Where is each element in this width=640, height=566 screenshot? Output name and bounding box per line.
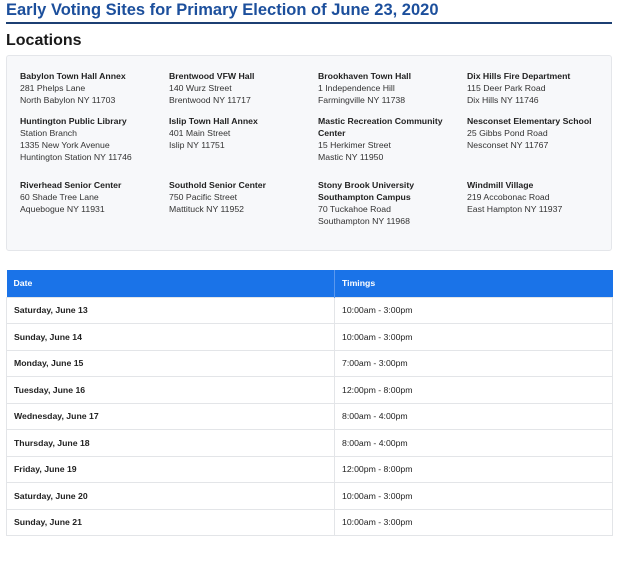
location-card xyxy=(20,115,169,179)
location-address-line: Huntington Station NY 11746 xyxy=(20,152,132,162)
schedule-row xyxy=(7,297,613,324)
timings-cell: 7:00am - 3:00pm xyxy=(335,350,613,377)
location-card xyxy=(169,115,318,179)
location-name: Brentwood VFW Hall xyxy=(169,71,255,81)
schedule-table xyxy=(6,270,613,536)
location-card xyxy=(467,115,610,179)
location-address-line: Farmingville NY 11738 xyxy=(318,95,406,105)
location-card xyxy=(20,70,169,115)
locations-heading: Locations xyxy=(6,32,82,49)
date-cell: Thursday, June 18 xyxy=(7,430,335,457)
title-divider xyxy=(6,22,612,24)
date-cell: Sunday, June 14 xyxy=(7,324,335,351)
location-card xyxy=(169,179,318,249)
location-name: Babylon Town Hall Annex xyxy=(20,71,126,81)
schedule-row xyxy=(7,350,613,377)
timings-cell: 12:00pm - 8:00pm xyxy=(335,377,613,404)
location-name: Mastic Recreation Community Center xyxy=(318,116,443,138)
locations-grid xyxy=(20,70,610,249)
schedule-row xyxy=(7,509,613,536)
schedule-row xyxy=(7,430,613,457)
location-card xyxy=(20,179,169,249)
location-address-line: 401 Main Street xyxy=(169,128,231,138)
location-address-line: Brentwood NY 11717 xyxy=(169,95,251,105)
location-address-line: Islip NY 11751 xyxy=(169,140,225,150)
timings-cell: 10:00am - 3:00pm xyxy=(335,324,613,351)
location-address-line: Nesconset NY 11767 xyxy=(467,140,549,150)
schedule-row xyxy=(7,377,613,404)
page-title: Early Voting Sites for Primary Election of June 23, 2020 xyxy=(6,1,439,19)
location-address-line: 15 Herkimer Street xyxy=(318,140,391,150)
location-name: Huntington Public Library xyxy=(20,116,127,126)
location-address-line: 70 Tuckahoe Road xyxy=(318,204,391,214)
schedule-row xyxy=(7,456,613,483)
location-card xyxy=(467,179,610,249)
location-card xyxy=(169,70,318,115)
schedule-row xyxy=(7,483,613,510)
location-address-line: East Hampton NY 11937 xyxy=(467,204,563,214)
schedule-row xyxy=(7,324,613,351)
location-name: Dix Hills Fire Department xyxy=(467,71,571,81)
location-card xyxy=(318,70,467,115)
location-address-line: 219 Accobonac Road xyxy=(467,192,550,202)
location-address-line: 140 Wurz Street xyxy=(169,83,232,93)
timings-column-header: Timings xyxy=(335,270,613,297)
date-column-header: Date xyxy=(7,270,335,297)
date-cell: Monday, June 15 xyxy=(7,350,335,377)
location-address-line: Mattituck NY 11952 xyxy=(169,204,245,214)
location-address-line: 60 Shade Tree Lane xyxy=(20,192,99,202)
location-address-line: Station Branch xyxy=(20,128,77,138)
location-name: Riverhead Senior Center xyxy=(20,180,122,190)
timings-cell: 10:00am - 3:00pm xyxy=(335,483,613,510)
timings-cell: 8:00am - 4:00pm xyxy=(335,403,613,430)
location-address-line: 1 Independence Hill xyxy=(318,83,395,93)
location-address-line: 281 Phelps Lane xyxy=(20,83,86,93)
date-cell: Tuesday, June 16 xyxy=(7,377,335,404)
location-address-line: Dix Hills NY 11746 xyxy=(467,95,539,105)
schedule-row xyxy=(7,403,613,430)
schedule-header-row xyxy=(7,270,613,297)
location-name: Islip Town Hall Annex xyxy=(169,116,258,126)
timings-cell: 8:00am - 4:00pm xyxy=(335,430,613,457)
location-card xyxy=(318,115,467,179)
timings-cell: 12:00pm - 8:00pm xyxy=(335,456,613,483)
location-address-line: 115 Deer Park Road xyxy=(467,83,546,93)
location-name: Brookhaven Town Hall xyxy=(318,71,411,81)
location-address-line: 750 Pacific Street xyxy=(169,192,238,202)
timings-cell: 10:00am - 3:00pm xyxy=(335,509,613,536)
location-name: Southold Senior Center xyxy=(169,180,267,190)
location-name: Nesconset Elementary School xyxy=(467,116,592,126)
location-address-line: Southampton NY 11968 xyxy=(318,216,410,226)
location-card xyxy=(467,70,610,115)
location-address-line: 25 Gibbs Pond Road xyxy=(467,128,548,138)
location-name: Windmill Village xyxy=(467,180,534,190)
location-address-line: North Babylon NY 11703 xyxy=(20,95,116,105)
date-cell: Wednesday, June 17 xyxy=(7,403,335,430)
timings-cell: 10:00am - 3:00pm xyxy=(335,297,613,324)
locations-panel xyxy=(6,55,612,251)
location-address-line: Aquebogue NY 11931 xyxy=(20,204,105,214)
location-name: Stony Brook University Southampton Campus xyxy=(318,180,415,202)
date-cell: Sunday, June 21 xyxy=(7,509,335,536)
date-cell: Friday, June 19 xyxy=(7,456,335,483)
location-address-line: 1335 New York Avenue xyxy=(20,140,110,150)
date-cell: Saturday, June 20 xyxy=(7,483,335,510)
location-card xyxy=(318,179,467,249)
location-address-line: Mastic NY 11950 xyxy=(318,152,384,162)
date-cell: Saturday, June 13 xyxy=(7,297,335,324)
